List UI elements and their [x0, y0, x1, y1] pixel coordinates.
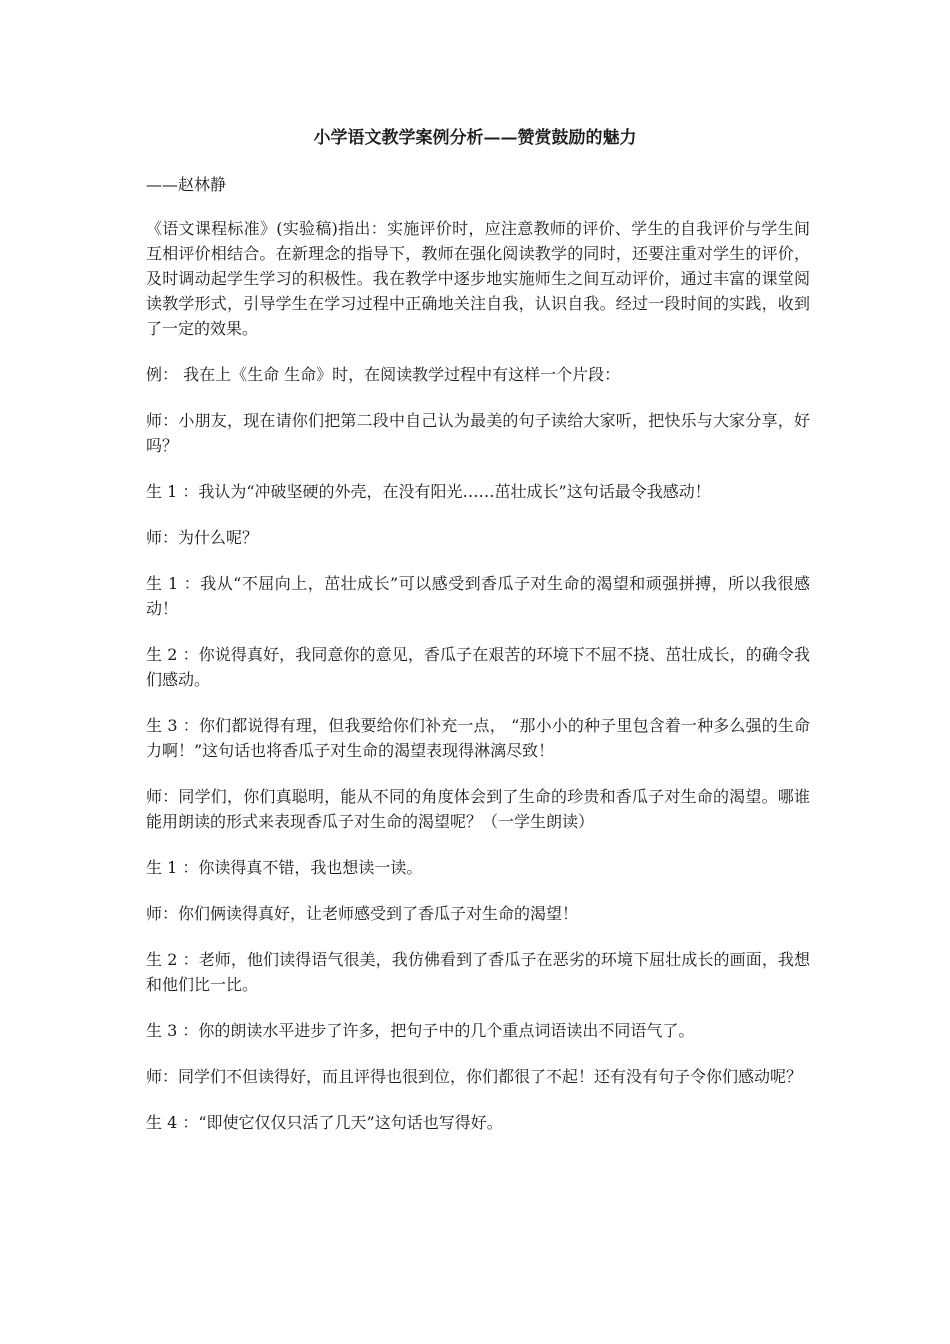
document-title: 小学语文教学案例分析——赞赏鼓励的魅力 [313, 128, 637, 148]
document-body [146, 172, 810, 1156]
author-line: ——赵林静 [146, 175, 227, 194]
dialogue-line-student: 生 1 ：我从“不屈向上，茁壮成长”可以感受到香瓜子对生命的渴望和顽强拼搏，所以我很感动！ [146, 574, 810, 618]
dialogue-line-student: 生 1 ：我认为“冲破坚硬的外壳，在没有阳光……茁壮成长”这句话最令我感动！ [146, 482, 711, 501]
dialogue-line-student: 生 1 ：你读得真不错，我也想读一读。 [146, 858, 423, 877]
dialogue-line-student: 生 3 ：你的朗读水平进步了许多，把句子中的几个重点词语读出不同语气了。 [146, 1021, 695, 1040]
dialogue-line-student: 生 2 ：老师，他们读得语气很美，我仿佛看到了香瓜子在恶劣的环境下屈壮成长的画面，我想和他们比一比。 [146, 950, 810, 994]
dialogue-line-teacher: 师：同学们不但读得好，而且评得也很到位，你们都很了不起！还有没有句子令你们感动呢？ [146, 1067, 803, 1086]
dialogue-line-student: 生 4 ：“即使它仅仅只活了几天”这句话也写得好。 [146, 1113, 503, 1132]
dialogue-line-teacher: 师：小朋友，现在请你们把第二段中自己认为最美的句子读给大家听，把快乐与大家分享，好吗？ [146, 411, 810, 455]
dialogue-line-teacher: 师：为什么呢？ [146, 528, 259, 547]
dialogue-line-student: 生 3 ：你们都说得有理，但我要给你们补充一点， “那小小的种子里包含着一种多么强的生命力啊！”这句话也将香瓜子对生命的渴望表现得淋漓尽致！ [146, 716, 810, 760]
dialogue-line-teacher: 师：同学们，你们真聪明，能从不同的角度体会到了生命的珍贵和香瓜子对生命的渴望。哪谁能用朗读的形式来表现香瓜子对生命的渴望呢？（一学生朗读） [146, 787, 810, 831]
intro-paragraph: 《语文课程标准》(实验稿)指出：实施评价时，应注意教师的评价、学生的自我评价与学生间互相评价相结合。在新理念的指导下，教师在强化阅读教学的同时，还要注重对学生的评价，及时调动起学生学习的积极性。我在教学中逐步地实施师生之间互动评价，通过丰富的课堂阅读教学形式，引导学生在学习过程中正确地关注自我，认识自我。经过一段时间的实践，收到了一定的效果。 [146, 219, 810, 338]
example-intro: 例： 我在上《生命 生命》时，在阅读教学过程中有这样一个片段： [146, 365, 621, 384]
dialogue-line-student: 生 2 ：你说得真好，我同意你的意见，香瓜子在艰苦的环境下不屈不挠、茁壮成长，的确令我们感动。 [146, 645, 810, 689]
dialogue-line-teacher: 师：你们俩读得真好，让老师感受到了香瓜子对生命的渴望！ [146, 904, 579, 923]
